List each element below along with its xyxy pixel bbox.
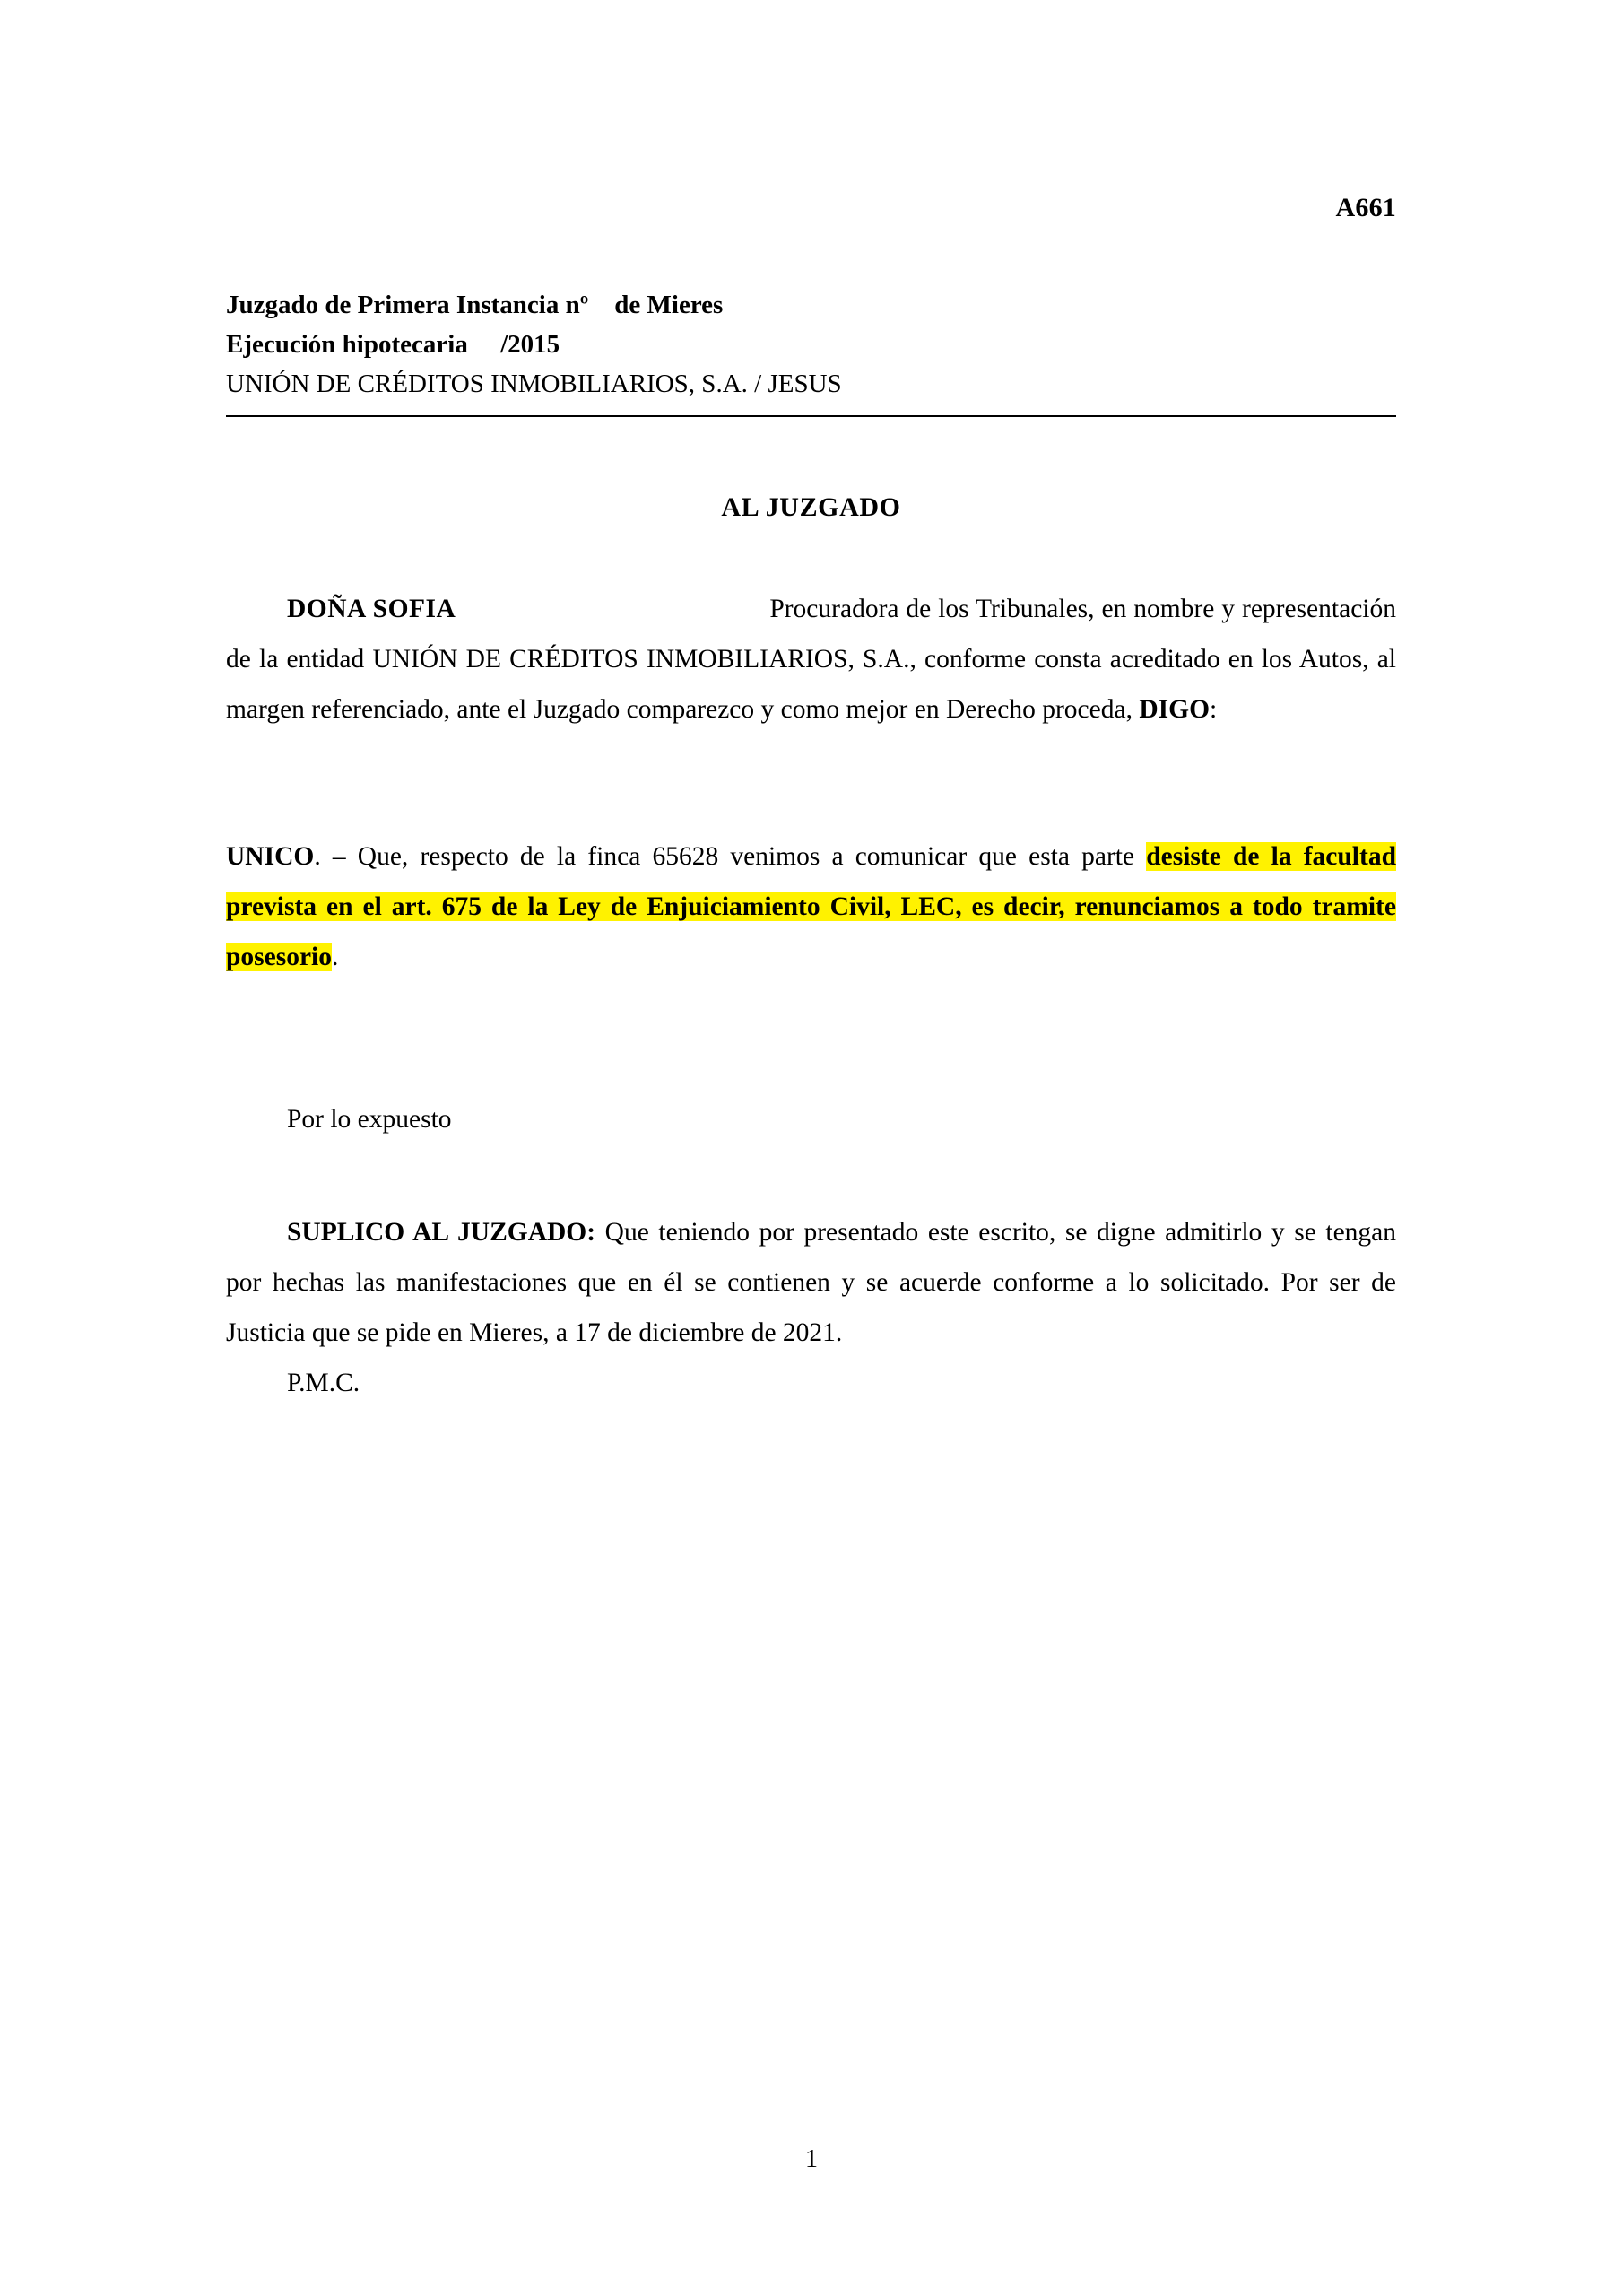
suplico-label: SUPLICO AL JUZGADO: [287, 1218, 596, 1247]
parties: UNIÓN DE CRÉDITOS INMOBILIARIOS, S.A. / JESUS [226, 370, 842, 398]
intro-text: Procuradora de los Tribunales, en nombre y representación de la entidad UNIÓN DE CRÉDITOS INMOBILIARIOS, S.A., conforme consta acreditado en los Autos, al margen referenciado, ante el Juzgado comparezco y como mejor en Derecho proceda, [226, 595, 1396, 724]
page-title: AL JUZGADO [721, 492, 901, 522]
clause-label: UNICO [226, 842, 315, 871]
suplico-text: Que teniendo por presentado este escrito, se digne admitirlo y se tengan por hechas las manifestaciones que en él se contienen y se acuerde conforme a lo solicitado. Por ser de Justicia que se pide en Mieres, a 17 de diciembre de 2021. [226, 1218, 1397, 1347]
reference-code: A661 [1335, 193, 1396, 222]
por-lo-expuesto-text: Por lo expuesto [287, 1105, 452, 1134]
suplico-paragraph [226, 1207, 1396, 1358]
pmc-paragraph [226, 1358, 1396, 1408]
pmc-text: P.M.C. [287, 1369, 360, 1397]
clause-text-before: . – Que, respecto de la finca 65628 venimos a comunicar que esta parte [314, 842, 1147, 871]
page-number: 1 [805, 2145, 818, 2173]
court-name: Juzgado de Primera Instancia nº de Mieres [226, 291, 724, 319]
highlighted-clause-text: desiste de la facultad prevista en el art. 675 de la Ley de Enjuiciamiento Civil, LEC, es decir, renunciamos a todo tramite posesorio [226, 842, 1396, 971]
digo-keyword: DIGO [1139, 695, 1211, 724]
clause-paragraph [226, 831, 1396, 982]
por-lo-expuesto-paragraph [226, 1094, 1396, 1144]
intro-paragraph [226, 584, 1396, 735]
attorney-name: DOÑA SOFIA [287, 595, 456, 623]
intro-text-tail: : [1210, 695, 1218, 724]
case-header [226, 285, 1396, 417]
procedure-type: Ejecución hipotecaria /2015 [226, 330, 560, 359]
document-content [226, 0, 1396, 1408]
clause-text-after: . [332, 943, 339, 971]
